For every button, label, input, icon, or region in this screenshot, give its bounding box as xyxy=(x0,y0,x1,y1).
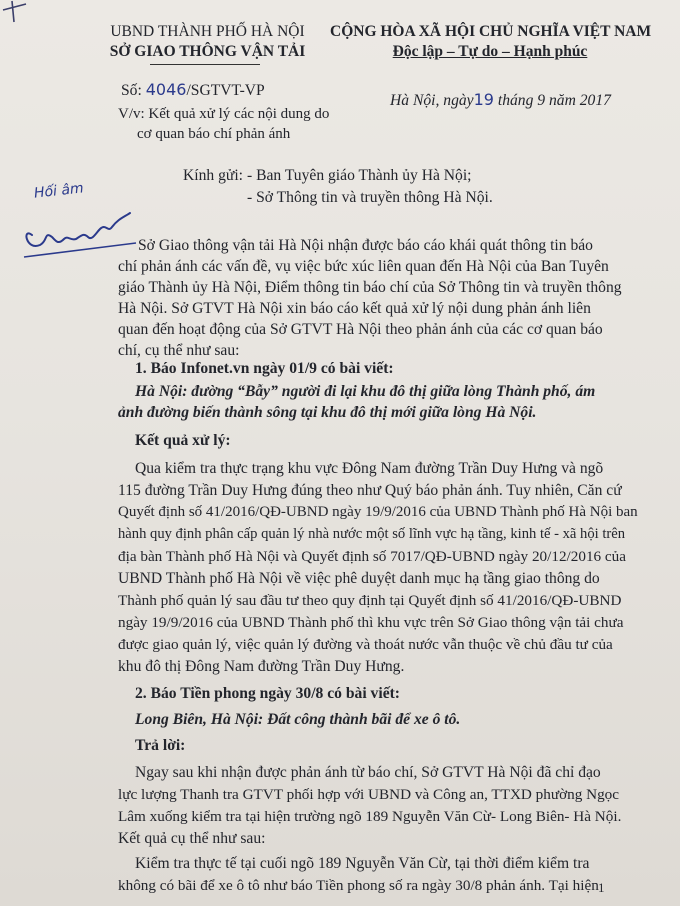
intro-line: giáo Thành ủy Hà Nội, Điểm thông tin báo chí của Sở Thông tin và truyền thông xyxy=(118,279,622,296)
corner-mark-icon xyxy=(0,0,30,30)
recipient-item: - Ban Tuyên giáo Thành ủy Hà Nội; xyxy=(247,167,472,184)
subject-line-2: cơ quan báo chí phản ánh xyxy=(137,126,291,142)
body-line: ngày 19/9/2016 của UBND Thành phố thì khu vực trên Sở Giao thông vận tải chưa xyxy=(118,614,624,631)
country-name: CỘNG HÒA XÃ HỘI CHỦ NGHĨA VIỆT NAM xyxy=(330,23,652,40)
body-line: không có bãi để xe ô tô như báo Tiền phong số ra ngày 30/8 phản ánh. Tại hiện xyxy=(118,877,599,894)
body-line: UBND Thành phố Hà Nội về việc phê duyệt danh mục hạ tầng giao thông do xyxy=(118,570,600,587)
body-line: được giao quản lý, việc quản lý đường và thoát nước vẫn thuộc về chủ đầu tư của xyxy=(118,636,613,653)
recipients-label: Kính gửi: xyxy=(183,167,243,184)
body-line: Kết quả cụ thể như sau: xyxy=(118,830,266,847)
body-line: Qua kiểm tra thực trạng khu vực Đông Nam đường Trần Duy Hưng và ngõ xyxy=(135,460,604,477)
section-heading: 2. Báo Tiền phong ngày 30/8 có bài viết: xyxy=(135,685,400,702)
intro-line: chí, cụ thể như sau: xyxy=(118,342,240,359)
body-line: hành quy định phân cấp quản lý nhà nước một số lĩnh vực hạ tầng, kinh tế - xã hội trên xyxy=(118,526,626,542)
intro-line: chí phản ánh các vấn đề, vụ việc bức xúc liên quan đến Hà Nội của Ban Tuyên xyxy=(118,258,609,275)
body-line: khu đô thị Đông Nam đường Trần Duy Hưng. xyxy=(118,658,405,675)
reply-label: Trả lời: xyxy=(135,737,186,754)
department-name: SỞ GIAO THÔNG VẬN TẢI xyxy=(109,43,306,60)
article-title-line: ảnh đường biến thành sông tại khu đô thị mới giữa lòng Hà Nội. xyxy=(118,404,537,421)
recipient-item: - Sở Thông tin và truyền thông Hà Nội. xyxy=(247,189,493,206)
body-line: lực lượng Thanh tra GTVT phối hợp với UBND và Công an, TTXD phường Ngọc xyxy=(118,786,620,803)
doc-number: Số: 4046/SGTVT-VP xyxy=(121,80,265,99)
org-name: UBND THÀNH PHỐ HÀ NỘI xyxy=(110,23,305,40)
page-number: 1 xyxy=(598,880,605,895)
body-line: Kiểm tra thực tế tại cuối ngõ 189 Nguyễn Văn Cừ, tại thời điểm kiểm tra xyxy=(135,855,590,872)
signature-icon xyxy=(18,205,138,260)
body-line: 115 đường Trần Duy Hưng đúng theo như Quý báo phản ánh. Tuy nhiên, Căn cứ xyxy=(118,482,622,499)
motto: Độc lập – Tự do – Hạnh phúc xyxy=(392,43,588,60)
article-title: Long Biên, Hà Nội: Đất công thành bãi để xe ô tô. xyxy=(135,711,461,728)
intro-line: Hà Nội. Sở GTVT Hà Nội xin báo cáo kết quả xử lý nội dung phản ánh liên xyxy=(118,300,591,317)
intro-line: quan đến hoạt động của Sở GTVT Hà Nội theo phản ánh của các cơ quan báo xyxy=(118,321,603,338)
section-heading: 1. Báo Infonet.vn ngày 01/9 có bài viết: xyxy=(135,360,394,377)
subject-line-1: V/v: Kết quả xử lý các nội dung do xyxy=(118,106,330,122)
result-label: Kết quả xử lý: xyxy=(135,432,231,449)
body-line: Ngay sau khi nhận được phản ánh từ báo chí, Sở GTVT Hà Nội đã chỉ đạo xyxy=(135,764,601,781)
article-title-line: Hà Nội: đường “Bẫy” người đi lại khu đô thị giữa lòng Thành phố, ám xyxy=(135,383,596,400)
body-line: Lâm xuống kiểm tra tại hiện trường ngõ 189 Nguyễn Văn Cừ- Long Biên- Hà Nội. xyxy=(118,808,622,825)
intro-line: Sở Giao thông vận tải Hà Nội nhận được báo cáo khái quát thông tin báo xyxy=(138,237,593,254)
doc-date: Hà Nội, ngày19 tháng 9 năm 2017 xyxy=(390,90,611,109)
header-divider xyxy=(150,64,260,65)
body-line: Thành phố quản lý sau đầu tư theo quy định tại Quyết định số 41/2016/QĐ-UBND xyxy=(118,592,622,609)
body-line: Quyết định số 41/2016/QĐ-UBND ngày 19/9/2016 của UBND Thành phố Hà Nội ban xyxy=(118,504,638,520)
body-line: địa bàn Thành phố Hà Nội và Quyết định số 7017/QĐ-UBND ngày 20/12/2016 của xyxy=(118,548,627,565)
handwritten-note: Hối âm xyxy=(33,180,85,202)
